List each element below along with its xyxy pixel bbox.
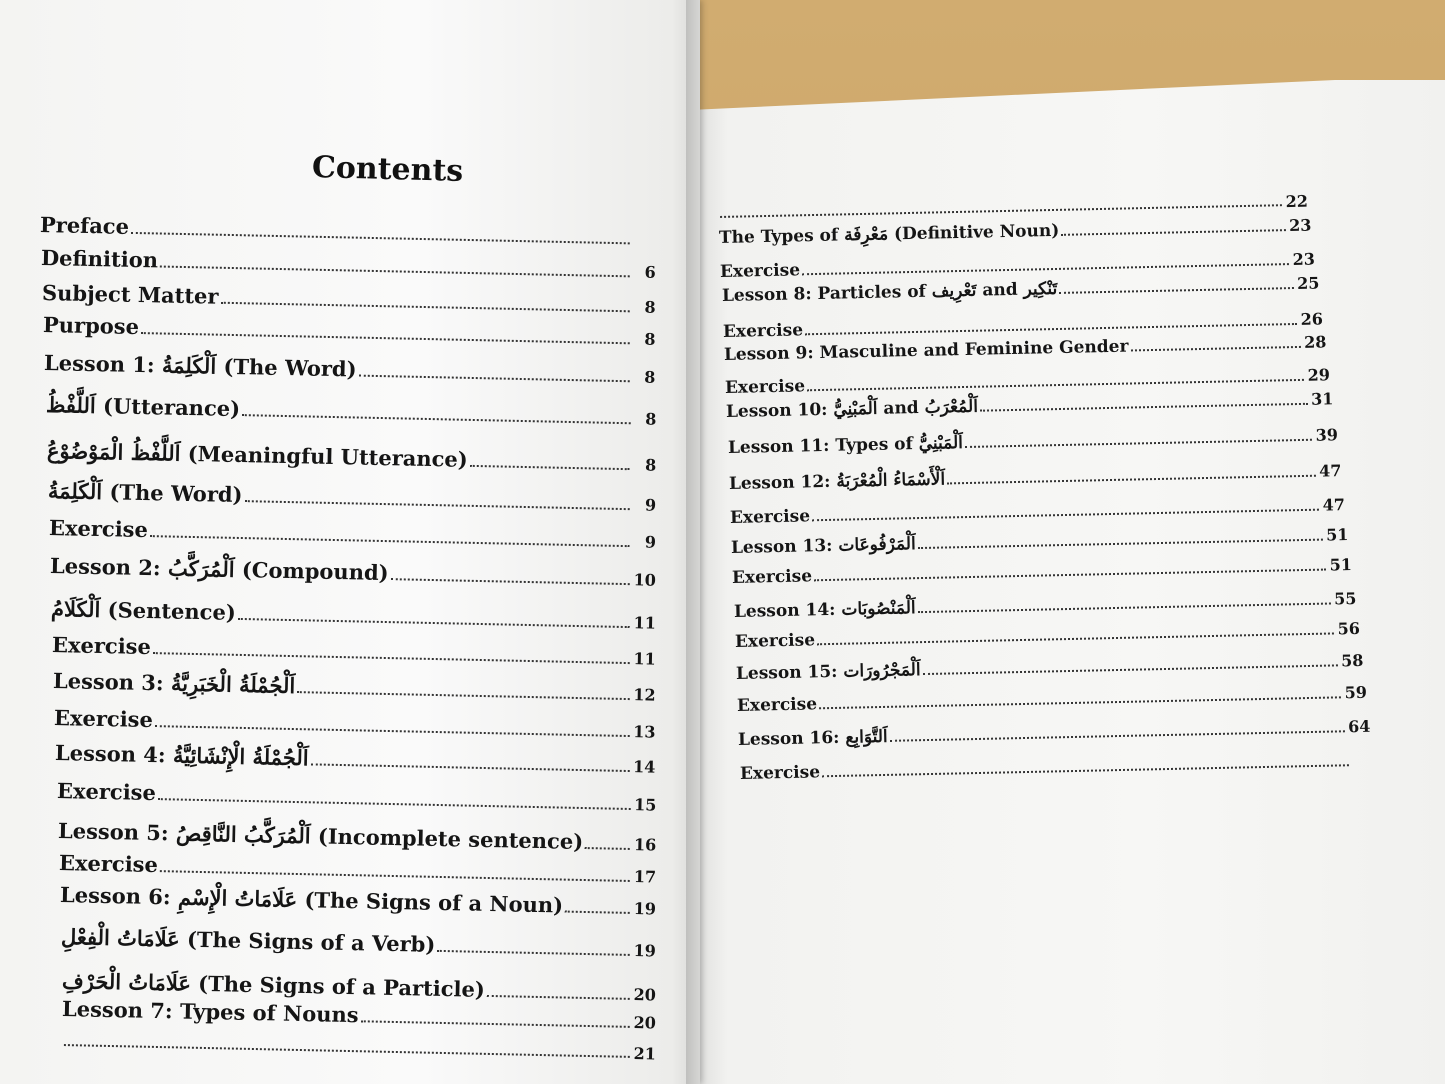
toc-entry-label: Lesson 4: اَلْجُمْلَةُ الْإِنْشَائِيَّةُ [55, 740, 310, 771]
toc-entry-label: اَللَّفْظُ الْمَوْضُوْعُ (Meaningful Utterance) [46, 438, 468, 472]
toc-entry-page: 59 [1344, 682, 1368, 703]
contents-title: Contents [311, 150, 464, 189]
toc-entry-label: The Types of مَعْرِفَة (Definitive Noun) [718, 220, 1060, 248]
leader-dots [360, 1019, 629, 1028]
toc-entry-label: Exercise [734, 630, 816, 652]
toc-entry-page: 22 [1285, 191, 1309, 212]
toc-entry-label: Exercise [729, 506, 811, 528]
toc-entry-label: Definition [40, 245, 159, 273]
toc-entry-label: Exercise [739, 762, 820, 784]
toc-entry-label: Lesson 8: Particles of تَعْرِيف and تَنْكِير [721, 278, 1058, 306]
leader-dots [980, 402, 1307, 412]
toc-entry-page: 16 [633, 835, 657, 855]
toc-entry-label: Exercise [54, 705, 154, 733]
toc-entry-label: Exercise [48, 515, 148, 543]
toc-entry-label: Lesson 5: اَلْمُرَكَّبُ النَّاقِصُ (Incomplete sentence) [57, 818, 584, 854]
toc-entry-page: 64 [1348, 716, 1371, 737]
toc-entry-page: 9 [644, 495, 657, 515]
toc-entry-page: 20 [633, 984, 657, 1005]
toc-entry-page: 51 [1329, 555, 1353, 575]
toc-entry-page: 14 [633, 757, 657, 777]
toc-entry-page: 25 [1296, 273, 1320, 293]
toc-entry-label: Lesson 15: اَلْمَجْرُورَات [735, 660, 921, 684]
toc-entry-label: Purpose [43, 312, 140, 340]
toc-entry-page: 9 [644, 532, 657, 552]
leader-dots [565, 910, 630, 914]
toc-entry-label: Lesson 12: اَلْأَسْمَاءُ الْمُعْرَبَةُ [728, 469, 946, 494]
toc-entry-page: 58 [1340, 650, 1364, 671]
leader-dots [437, 949, 630, 956]
leader-dots [585, 846, 630, 850]
toc-entry-page [632, 244, 656, 245]
toc-entry-label: Exercise [58, 850, 158, 878]
toc-entry-label: عَلَامَاتُ الْفِعْلِ (The Signs of a Verb) [60, 924, 436, 957]
toc-entry-label: Preface [39, 212, 130, 239]
toc-entry-page: 39 [1314, 425, 1338, 445]
toc-entry-label: Exercise [736, 694, 818, 716]
toc-entry-page: 8 [644, 409, 657, 429]
toc-entry-label: Lesson 16: اَلتَّوَابِع [738, 726, 889, 750]
toc-entry-label: Lesson 13: اَلْمَرْفُوعَات [730, 534, 917, 558]
toc-entry-label: Lesson 1: اَلْكَلِمَةُ (The Word) [44, 350, 358, 382]
leader-dots [390, 577, 629, 585]
toc-entry-label: Lesson 9: Masculine and Feminine Gender [723, 336, 1129, 365]
toc-entry-page: 12 [633, 685, 657, 705]
toc-entry-page: 23 [1289, 215, 1312, 236]
toc-entry-label: Lesson 11: Types of اَلْمَبْنِيُّ [727, 433, 963, 458]
toc-entry-page: 15 [633, 795, 657, 815]
leader-dots [297, 690, 629, 700]
toc-entry-page: 23 [1292, 249, 1316, 270]
toc-entry-page: 8 [644, 297, 657, 317]
toc-entry-label: Lesson 7: Types of Nouns [61, 996, 359, 1028]
leader-dots [487, 994, 630, 1000]
toc-entry-label: Lesson 6: عَلَامَاتُ الْإِسْمِ (The Signs of a Noun) [59, 882, 564, 918]
toc-entry-page: 11 [633, 649, 657, 669]
toc-entry-label: Lesson 10: اَلْمَبْنِيُّ and اَلْمُعْرَبُ [726, 396, 979, 422]
toc-entry-page: 11 [633, 613, 657, 633]
book-gutter [686, 0, 700, 1084]
toc-entry-label: Subject Matter [41, 280, 219, 309]
toc-entry-page: 13 [633, 722, 657, 742]
toc-entry-page [1351, 766, 1375, 767]
toc-entry-page: 17 [633, 867, 657, 887]
toc-entry-label: Exercise [720, 260, 801, 282]
toc-entry-page: 21 [633, 1043, 657, 1064]
toc-entry-label: Exercise [722, 320, 804, 342]
toc-entry-page: 47 [1318, 461, 1342, 481]
toc-entry-page: 10 [633, 570, 657, 590]
toc-entry-label: Lesson 14: اَلْمَنْصُوبَات [733, 598, 916, 622]
toc-entry-label: Lesson 2: اَلْمُرَكَّبُ (Compound) [49, 553, 389, 586]
toc-entry-label: اَلْكَلِمَةُ (The Word) [47, 478, 243, 508]
toc-entry-label: Exercise [732, 566, 813, 588]
leader-dots [1059, 286, 1293, 294]
toc-entry-page: 20 [633, 1012, 657, 1033]
toc-entry-page: 6 [644, 262, 657, 282]
toc-entry-label: عَلَامَاتُ الْحَرْفِ (The Signs of a Particle) [61, 968, 486, 1002]
toc-entry-page: 31 [1311, 389, 1334, 409]
toc-entry-page: 8 [644, 455, 657, 475]
leader-dots [947, 474, 1315, 485]
leader-dots [469, 464, 630, 470]
toc-entry-page: 8 [644, 367, 657, 387]
leader-dots [311, 762, 630, 772]
leader-dots [1062, 228, 1286, 236]
leader-dots [965, 438, 1312, 448]
toc-entry-page: 28 [1303, 332, 1327, 352]
toc-entry-page: 26 [1300, 309, 1323, 329]
toc-entry-page: 29 [1307, 365, 1331, 385]
toc-entry-page: 47 [1322, 495, 1346, 515]
toc-entry-label: Exercise [56, 778, 156, 806]
toc-entry-label: Lesson 3: اَلْجُمْلَةُ الْخَبَرِيَّةُ [52, 668, 296, 699]
toc-entry-page: 19 [633, 940, 657, 961]
leader-dots [1130, 345, 1300, 352]
toc-entry-label: اَللَّفْظُ (Utterance) [45, 392, 240, 422]
toc-entry-page: 51 [1326, 525, 1349, 545]
toc-entry-label: Exercise [51, 632, 152, 660]
leader-dots [359, 374, 630, 383]
toc-entry-page: 55 [1333, 588, 1357, 609]
toc-entry-label: Exercise [724, 376, 806, 398]
toc-entry-label: اَلْكَلَامُ (Sentence) [50, 596, 237, 625]
toc-entry-page: 8 [644, 329, 657, 349]
toc-entry-page: 56 [1337, 618, 1360, 639]
toc-entry-page: 19 [633, 899, 657, 919]
